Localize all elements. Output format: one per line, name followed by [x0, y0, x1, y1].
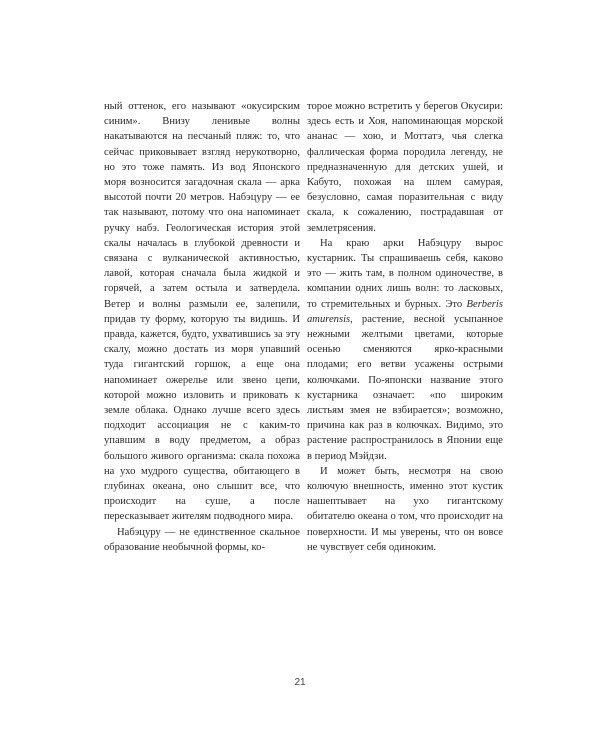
paragraph — [307, 99, 503, 236]
paragraph-text: На краю арки Набэцуру вырос кустарник. Ты спрашиваешь себя, каково это — жить там, в полном одиночестве, в компании одних лишь волн: то ласковых, то стремительных и бурных. Это — [307, 237, 503, 310]
page-number: 21 — [294, 677, 306, 688]
paragraph-text: , растение, весной усыпанное нежными желтыми цветами, которые осенью сменяются ярко-красными плодами; его ветви усажены острыми колючками. По-японски название этого кустарника означает: «по широким листьям змея не взбирается»; возможно, причина как раз в колючках. Видимо, это растение распространилось в Японии еще в период Мэйдзи. — [307, 313, 503, 462]
paragraph-text: торое можно встретить у берегов Окусири: здесь есть и Хоя, напоминающая морской ананас — хою, и Моттатэ, чья слегка фаллическая форма породила легенду, не предназначенную для детских ушей, и Кабуто, похожая на шлем самурая, безусловно, самая поразительная с виду скала, к сожалению, пострадавшая от землетрясения. — [307, 101, 503, 234]
paragraph-text: И может быть, несмотря на свою колючую внешность, именно этот кустик нашептывает на ухо гигантскому обитателю океана о том, что происходит на поверхности. И мы уверены, что он вовсе не чувствует себя одиноким. — [307, 465, 503, 553]
paragraph — [307, 464, 503, 555]
right-text-column — [307, 99, 503, 555]
paragraph: ный оттенок, его называют «окусирским синим». Внизу ленивые волны накатываются на песчаный пляж: то, что сейчас приковывает взгляд нерукотворно, но это тоже память. Из вод Японского моря возносится загадочная скала — арка высотой почти 20 метров. Набэцуру — ее так называют, потому что она напоминает ручку набэ. Геологическая история этой скалы началась в глубокой древности и связана с вулканической активностью, лавой, которая сначала была жидкой и горячей, а затем остыла и затвердела. Ветер и волны размыли ее, залепили, придав ту форму, которую ты видишь. И правда, кажется, будто, ухватившись за эту скалу, можно достать из моря упавший туда гигантский горшок, а еще она напоминает ожерелье или звено цепи, которой можно изловить и приковать к земле облака. Однако лучше всего здесь подходит ассоциация не с каким-то упавшим в воду предметом, а образ большого живого организма: скала похожа на ухо мудрого существа, обитающего в глубинах океана, оно слышит все, что происходит на суше, а после пересказывает жителям подводного мира. — [104, 101, 300, 523]
paragraph: Набэцуру — не единственное скальное образование необычной формы, ко- — [104, 526, 300, 553]
left-text-column — [104, 99, 300, 555]
latin-species-name: Berberis amurensis — [307, 298, 503, 325]
paragraph — [307, 236, 503, 464]
